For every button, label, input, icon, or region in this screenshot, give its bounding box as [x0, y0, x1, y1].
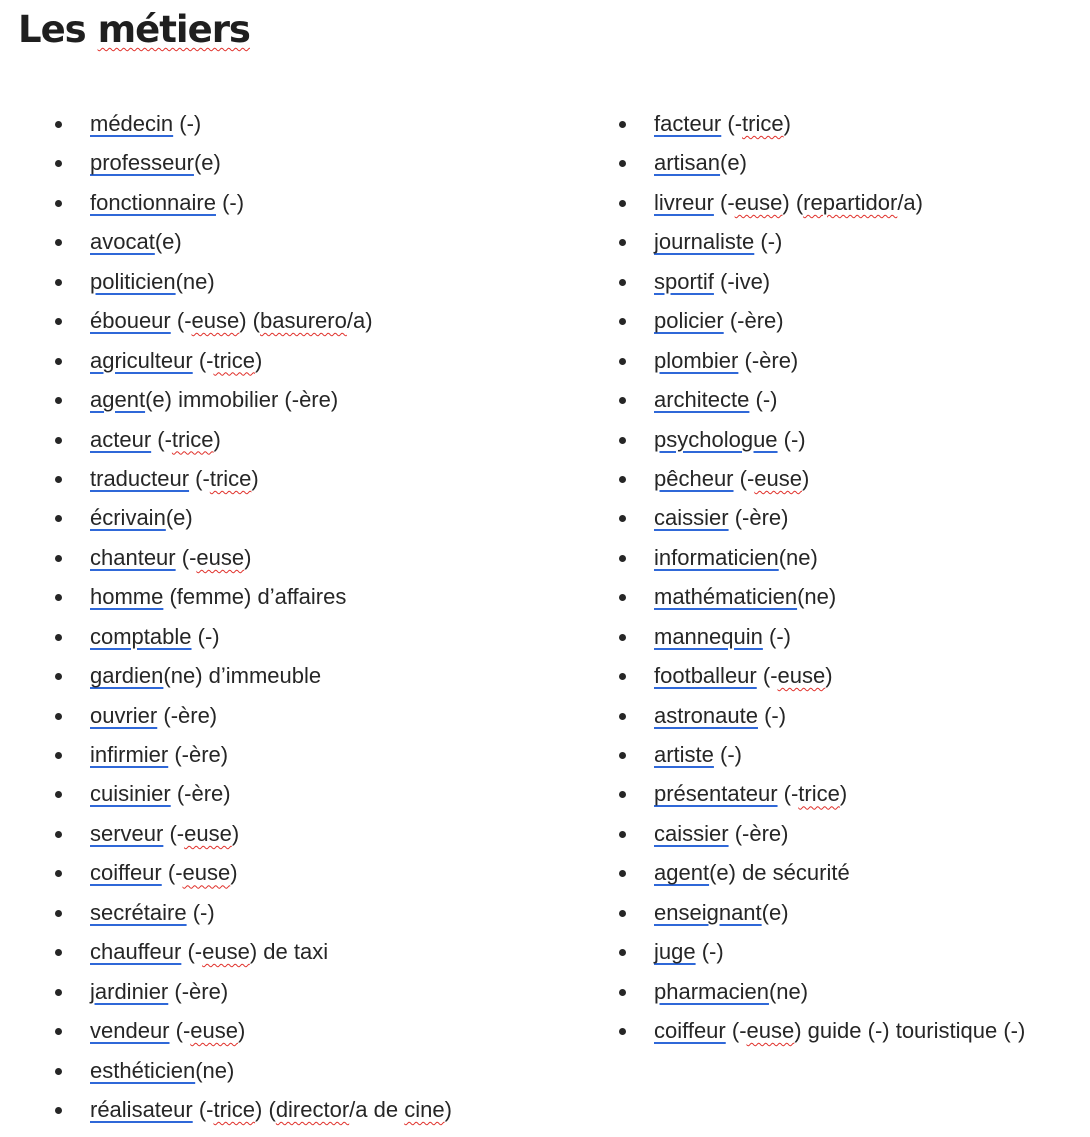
profession-item [616, 1011, 1025, 1050]
profession-item [52, 696, 452, 735]
bullet-icon [619, 989, 626, 996]
profession-item [616, 696, 1025, 735]
bullet-icon [619, 397, 626, 404]
profession-label: enseignant(e) [654, 899, 789, 925]
bullet-icon [55, 910, 62, 917]
profession-item [616, 853, 1025, 892]
bullet-icon [619, 634, 626, 641]
professions-list-right [616, 104, 1025, 1051]
bullet-icon [619, 121, 626, 128]
bullet-icon [619, 910, 626, 917]
bullet-icon [619, 358, 626, 365]
profession-item [52, 459, 452, 498]
profession-label: vendeur (-euse) [90, 1018, 246, 1044]
bullet-icon [55, 476, 62, 483]
profession-item [616, 301, 1025, 340]
bullet-icon [619, 437, 626, 444]
bullet-icon [55, 752, 62, 759]
profession-label: avocat(e) [90, 229, 182, 255]
profession-label: serveur (-euse) [90, 820, 240, 846]
profession-label: agriculteur (-trice) [90, 347, 263, 373]
bullet-icon [55, 1028, 62, 1035]
bullet-icon [55, 200, 62, 207]
profession-label: jardinier (-ère) [90, 978, 229, 1004]
bullet-icon [55, 791, 62, 798]
profession-item [616, 380, 1025, 419]
profession-item [52, 538, 452, 577]
bullet-icon [55, 279, 62, 286]
profession-item [52, 972, 452, 1011]
profession-item [52, 420, 452, 459]
profession-item [616, 420, 1025, 459]
bullet-icon [55, 555, 62, 562]
profession-label: journaliste (-) [654, 229, 783, 255]
profession-item [616, 143, 1025, 182]
profession-label: architecte (-) [654, 387, 778, 413]
profession-label: footballeur (-euse) [654, 663, 833, 689]
profession-item [616, 538, 1025, 577]
profession-label: ouvrier (-ère) [90, 702, 218, 728]
profession-label: acteur (-trice) [90, 426, 221, 452]
profession-label: éboueur (-euse) (basurero/a) [90, 308, 373, 334]
bullet-icon [55, 318, 62, 325]
professions-list-left [52, 104, 452, 1129]
profession-label: secrétaire (-) [90, 899, 215, 925]
profession-item [52, 1090, 452, 1129]
bullet-icon [619, 1028, 626, 1035]
profession-item [52, 932, 452, 971]
profession-label: fonctionnaire (-) [90, 189, 245, 215]
profession-label: juge (-) [654, 939, 724, 965]
profession-label: pharmacien(ne) [654, 978, 809, 1004]
profession-label: mannequin (-) [654, 623, 791, 649]
bullet-icon [55, 594, 62, 601]
profession-item [616, 932, 1025, 971]
profession-label: réalisateur (-trice) (director/a de cine) [90, 1096, 452, 1122]
profession-item [52, 341, 452, 380]
profession-label: sportif (-ive) [654, 268, 771, 294]
profession-label: agent(e) immobilier (-ère) [90, 387, 339, 413]
profession-item [52, 301, 452, 340]
profession-label: politicien(ne) [90, 268, 215, 294]
profession-item [616, 774, 1025, 813]
bullet-icon [55, 713, 62, 720]
profession-item [52, 656, 452, 695]
bullet-icon [619, 555, 626, 562]
profession-item [616, 656, 1025, 695]
profession-item [616, 893, 1025, 932]
bullet-icon [55, 1107, 62, 1114]
profession-label: mathématicien(ne) [654, 584, 837, 610]
bullet-icon [619, 713, 626, 720]
profession-label: homme (femme) d’affaires [90, 584, 347, 610]
bullet-icon [619, 673, 626, 680]
profession-item [616, 577, 1025, 616]
bullet-icon [55, 634, 62, 641]
profession-item [52, 735, 452, 774]
bullet-icon [619, 279, 626, 286]
profession-item [52, 498, 452, 537]
profession-item [52, 143, 452, 182]
profession-item [616, 814, 1025, 853]
profession-item [52, 222, 452, 261]
profession-label: gardien(ne) d’immeuble [90, 663, 322, 689]
bullet-icon [55, 870, 62, 877]
bullet-icon [55, 437, 62, 444]
profession-item [616, 104, 1025, 143]
profession-item [52, 1051, 452, 1090]
profession-label: plombier (-ère) [654, 347, 799, 373]
bullet-icon [55, 673, 62, 680]
bullet-icon [55, 358, 62, 365]
bullet-icon [619, 515, 626, 522]
profession-item [616, 735, 1025, 774]
profession-label: artisan(e) [654, 150, 747, 176]
profession-label: policier (-ère) [654, 308, 784, 334]
bullet-icon [55, 121, 62, 128]
profession-item [52, 104, 452, 143]
profession-item [52, 853, 452, 892]
bullet-icon [619, 239, 626, 246]
bullet-icon [55, 1068, 62, 1075]
profession-label: écrivain(e) [90, 505, 193, 531]
profession-item [52, 774, 452, 813]
profession-label: coiffeur (-euse) [90, 860, 238, 886]
profession-label: infirmier (-ère) [90, 742, 229, 767]
profession-label: chanteur (-euse) [90, 544, 252, 570]
profession-item [52, 262, 452, 301]
bullet-icon [619, 160, 626, 167]
profession-label: comptable (-) [90, 623, 220, 649]
bullet-icon [619, 791, 626, 798]
profession-item [616, 341, 1025, 380]
profession-item [52, 893, 452, 932]
profession-label: coiffeur (-euse) guide (-) touristique (-) [654, 1018, 1026, 1044]
profession-label: traducteur (-trice) [90, 465, 259, 491]
page-title: Les métiers [18, 8, 250, 51]
profession-label: chauffeur (-euse) de taxi [90, 939, 329, 965]
profession-label: astronaute (-) [654, 702, 787, 728]
profession-item [52, 814, 452, 853]
bullet-icon [619, 318, 626, 325]
profession-label: livreur (-euse) (repartidor/a) [654, 189, 923, 215]
profession-item [52, 577, 452, 616]
bullet-icon [55, 397, 62, 404]
profession-item [616, 972, 1025, 1011]
bullet-icon [619, 870, 626, 877]
profession-item [52, 617, 452, 656]
profession-label: informaticien(ne) [654, 544, 818, 570]
profession-item [616, 262, 1025, 301]
bullet-icon [619, 200, 626, 207]
profession-item [616, 459, 1025, 498]
bullet-icon [55, 160, 62, 167]
bullet-icon [619, 949, 626, 956]
profession-label: cuisinier (-ère) [90, 781, 231, 807]
profession-label: agent(e) de sécurité [654, 860, 850, 886]
profession-item [616, 617, 1025, 656]
profession-label: médecin (-) [90, 111, 202, 136]
profession-item [52, 183, 452, 222]
profession-label: esthéticien(ne) [90, 1057, 235, 1083]
profession-item [616, 498, 1025, 537]
bullet-icon [55, 989, 62, 996]
bullet-icon [619, 752, 626, 759]
profession-label: psychologue (-) [654, 426, 806, 452]
profession-label: pêcheur (-euse) [654, 465, 810, 491]
profession-label: artiste (-) [654, 742, 743, 767]
profession-item [52, 1011, 452, 1050]
bullet-icon [619, 831, 626, 838]
bullet-icon [55, 239, 62, 246]
profession-label: facteur (-trice) [654, 111, 791, 136]
bullet-icon [55, 949, 62, 956]
profession-item [616, 183, 1025, 222]
bullet-icon [619, 594, 626, 601]
bullet-icon [55, 831, 62, 838]
profession-item [52, 380, 452, 419]
profession-label: caissier (-ère) [654, 505, 789, 531]
bullet-icon [619, 476, 626, 483]
profession-label: caissier (-ère) [654, 820, 789, 846]
profession-item [616, 222, 1025, 261]
profession-label: professeur(e) [90, 150, 221, 176]
bullet-icon [55, 515, 62, 522]
profession-label: présentateur (-trice) [654, 781, 848, 807]
